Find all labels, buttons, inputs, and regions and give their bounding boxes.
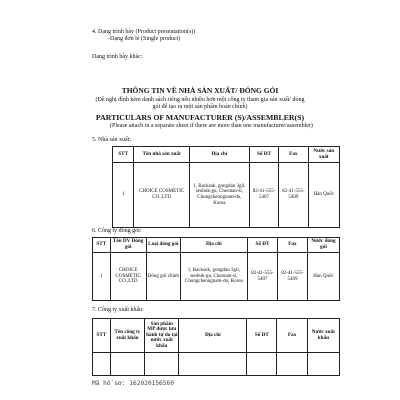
table-header-row xyxy=(93,319,340,353)
header-address: Địa chỉ xyxy=(180,238,247,253)
cell-empty xyxy=(307,353,339,376)
section4-heading: 4. Dạng trình bày (Product presentation(s)) xyxy=(92,29,196,35)
header-country: Nước xuất khẩu xyxy=(307,319,339,353)
cell-packager-name: CHOICE COSMETIC CO.,LTD xyxy=(110,253,146,301)
table-row xyxy=(93,253,340,301)
cell-stt: 1 xyxy=(113,163,134,228)
cell-manufacturer-name: CHOICE COSMETIC CO.,LTD xyxy=(134,163,190,228)
packager-table xyxy=(92,237,340,301)
header-packager-name: Tên DV Đóng gói xyxy=(110,238,146,253)
table-header-row xyxy=(93,238,340,253)
cell-country: Hàn Quốc xyxy=(308,163,339,228)
cell-stt: 1 xyxy=(93,253,111,301)
cell-address: 1, Backsuk, gongdan 3gil, seobuk-gu, Cheonan-si, Chungcheongnam-do, Korea xyxy=(190,163,250,228)
section6-heading: 6. Công ty đóng gói: xyxy=(92,228,142,234)
header-phone: Số ĐT xyxy=(249,147,278,163)
section4-single: -Dạng đơn lẻ (Single product) xyxy=(108,36,181,42)
english-note: (Please attach in a separate sheet if there are more than one manufacturer/assembler) xyxy=(110,123,313,129)
table-row xyxy=(93,353,340,376)
header-stt: STT xyxy=(93,319,111,353)
section5-heading: 5. Nhà sản xuất: xyxy=(92,137,131,143)
english-title: PARTICULARS OF MANUFACTURER (S)/ASSEMBLER(S) xyxy=(95,113,305,122)
note-vi-line1: (Đề nghị đính kèm danh sách riêng nếu nhiều hơn một công ty tham gia sản xuất/ đóng xyxy=(95,97,305,103)
header-stt: STT xyxy=(93,238,111,253)
manufacturer-table xyxy=(112,146,340,228)
header-country: Nước sản xuất xyxy=(308,147,339,163)
header-country: Nước đóng gói xyxy=(307,238,339,253)
note-vi-line2: gói để tạo ra một sản phẩm hoàn chỉnh) xyxy=(152,104,248,110)
header-fax: Fax xyxy=(277,319,307,353)
header-manufacturer-name: Tên nhà sản xuất xyxy=(134,147,190,163)
file-code-footer: Mã hồ sơ: 162020156560 xyxy=(92,380,174,387)
header-fax: Fax xyxy=(279,147,308,163)
cell-empty xyxy=(277,353,307,376)
header-phone: Số ĐT xyxy=(247,319,277,353)
exporter-table xyxy=(92,318,340,376)
cell-fax: 82-41-555-5409 xyxy=(279,163,308,228)
header-phone: Số ĐT xyxy=(247,238,277,253)
header-stt: STT xyxy=(113,147,134,163)
header-address: Địa chỉ xyxy=(190,147,250,163)
cell-country: Hàn Quốc xyxy=(307,253,339,301)
cell-empty xyxy=(145,353,179,376)
header-free-sale: Sản phẩm MP được lưu hành tự do tại nước xuất khẩu xyxy=(145,319,179,353)
cell-fax: 82-41-555-5409 xyxy=(277,253,307,301)
table-header-row xyxy=(113,147,340,163)
cell-empty xyxy=(179,353,247,376)
cell-phone: 82-41-555-5407 xyxy=(249,163,278,228)
table-row xyxy=(113,163,340,228)
header-exporter-name: Tên công ty xuất khẩu xyxy=(110,319,144,353)
cell-empty xyxy=(110,353,144,376)
cell-address: 1, Backsuk, gongdan 3gil, seobuk-gu, Cheonan-si, Chungcheongnam-do, Korea xyxy=(180,253,247,301)
cell-empty xyxy=(93,353,111,376)
main-title: THÔNG TIN VỀ NHÀ SẢN XUẤT/ ĐÓNG GÓI xyxy=(121,86,279,95)
header-packaging-type: Loại đóng gói xyxy=(146,238,180,253)
cell-phone: 82-41-555-5407 xyxy=(247,253,277,301)
header-fax: Fax xyxy=(277,238,307,253)
section7-heading: 7. Công ty xuất khẩu: xyxy=(92,307,144,313)
header-address: Địa chỉ xyxy=(179,319,247,353)
cell-empty xyxy=(247,353,277,376)
cell-packaging-type: Đóng gói chính xyxy=(146,253,180,301)
section4-other: Dạng trình bày khác: xyxy=(92,54,143,60)
